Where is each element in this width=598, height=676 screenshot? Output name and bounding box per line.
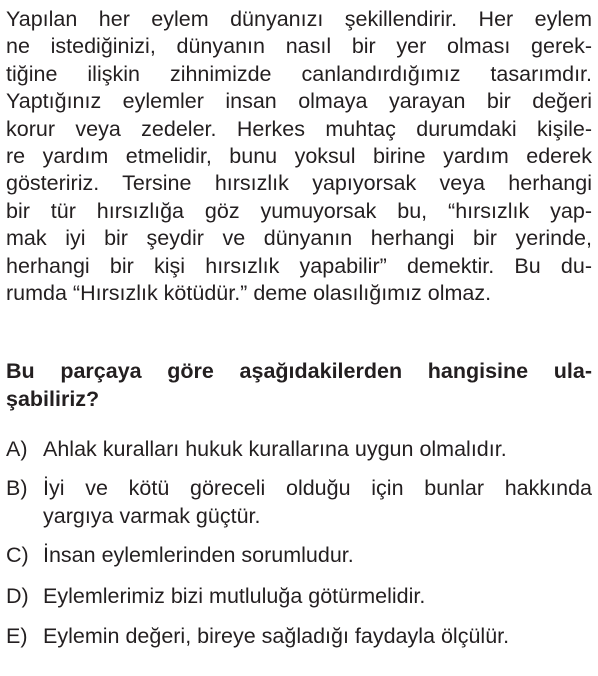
option-text bbox=[43, 623, 592, 650]
option-b[interactable] bbox=[6, 475, 592, 530]
option-letter: A) bbox=[6, 437, 28, 461]
passage-line: rumda “Hırsızlık kötüdür.” deme olasılığımız olmaz. bbox=[6, 280, 492, 305]
passage-line: Yapılan her eylem dünyanızı şekillendirir. Her eylem bbox=[6, 7, 592, 31]
option-text bbox=[43, 436, 592, 463]
option-text bbox=[43, 542, 592, 569]
option-line: İyi ve kötü göreceli olduğu için bunlar hakkında bbox=[43, 476, 592, 501]
option-text bbox=[43, 475, 592, 530]
option-letter: B) bbox=[6, 476, 28, 501]
option-letter: C) bbox=[6, 543, 29, 568]
passage-line: tiğine ilişkin zihnimizde canlandırdığımız tasarımdır. bbox=[6, 61, 592, 86]
question-line: Bu parçaya göre aşağıdakilerden hangisine ula- bbox=[6, 359, 592, 383]
option-d[interactable] bbox=[6, 583, 592, 610]
question-line: şabiliriz? bbox=[6, 387, 100, 411]
option-e[interactable] bbox=[6, 623, 592, 650]
passage-line: Yaptığınız eylemler insan olmaya yarayan bir değeri bbox=[6, 89, 592, 114]
option-line: Eylemin değeri, bireye sağladığı faydayla ölçülür. bbox=[43, 624, 510, 649]
option-a[interactable] bbox=[6, 436, 592, 463]
option-line: Eylemlerimiz bizi mutluluğa götürmelidir. bbox=[43, 583, 426, 608]
passage-line: mak iyi bir şeydir ve dünyanın herhangi bir yerinde, bbox=[6, 226, 592, 251]
passage-line: ne istediğinizi, dünyanın nasıl bir yer olması gerek- bbox=[6, 34, 592, 59]
option-line: Ahlak kuralları hukuk kurallarına uygun olmalıdır. bbox=[43, 437, 507, 461]
option-letter: D) bbox=[6, 583, 29, 608]
passage-line: bir tür hırsızlığa göz yumuyorsak bu, “hırsızlık yap- bbox=[6, 198, 592, 223]
passage-line: gösteririz. Tersine hırsızlık yapıyorsak veya herhangi bbox=[6, 171, 592, 196]
option-text bbox=[43, 583, 592, 610]
passage-line: re yardım etmelidir, bunu yoksul birine yardım ederek bbox=[6, 143, 592, 168]
option-line: yargıya varmak güçtür. bbox=[43, 503, 261, 528]
option-letter: E) bbox=[6, 624, 28, 649]
question-stem bbox=[6, 357, 592, 413]
passage-line: herhangi bir kişi hırsızlık yapabilir” demektir. Bu du- bbox=[6, 253, 592, 278]
option-line: İnsan eylemlerinden sorumludur. bbox=[43, 543, 354, 568]
passage-paragraph bbox=[6, 6, 592, 307]
option-c[interactable] bbox=[6, 542, 592, 569]
answer-options bbox=[6, 432, 592, 651]
passage-line: korur veya zedeler. Herkes muhtaç durumdaki kişile- bbox=[6, 116, 592, 141]
